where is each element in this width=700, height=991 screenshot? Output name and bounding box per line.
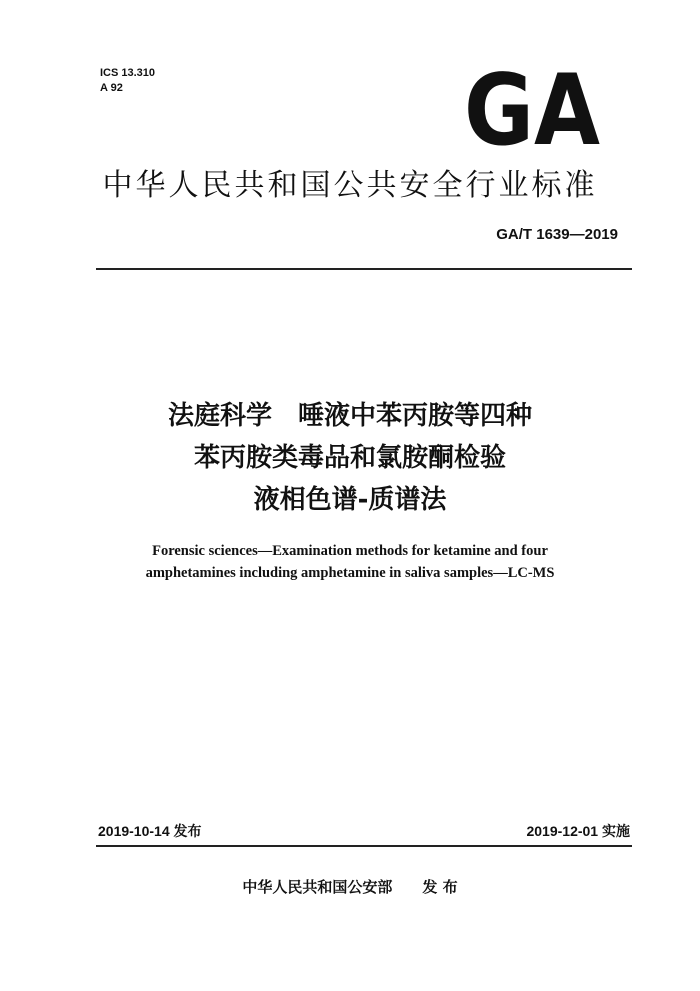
org-title: 中华人民共和国公共安全行业标准 [102, 168, 598, 203]
standard-number: GA/T 1639—2019 [496, 226, 618, 243]
ics-code: ICS 13.310 [100, 67, 156, 79]
chinese-title-line-3: 液相色谱-质谱法 [253, 485, 447, 515]
chinese-title-line-1: 法庭科学 唾液中苯丙胺等四种 [167, 401, 532, 431]
chinese-title [0, 395, 700, 521]
implementation-date: 2019-12-01 实施 [526, 823, 630, 839]
english-title-line-1: Forensic sciences—Examination methods for ketamine and four [152, 543, 548, 559]
english-title-line-2: amphetamines including amphetamine in saliva samples—LC-MS [145, 565, 555, 581]
ga-logo-text: GA [464, 54, 601, 168]
issuing-authority: 中华人民共和国公安部 发 布 [242, 878, 458, 896]
ccs-code: A 92 [100, 82, 123, 94]
ga-logo [462, 54, 602, 168]
english-title [0, 540, 700, 584]
header-divider [96, 268, 632, 270]
issue-date: 2019-10-14 发布 [98, 823, 202, 839]
chinese-title-line-2: 苯丙胺类毒品和氯胺酮检验 [193, 443, 506, 473]
footer-divider [96, 845, 632, 847]
classification-codes [100, 66, 155, 96]
